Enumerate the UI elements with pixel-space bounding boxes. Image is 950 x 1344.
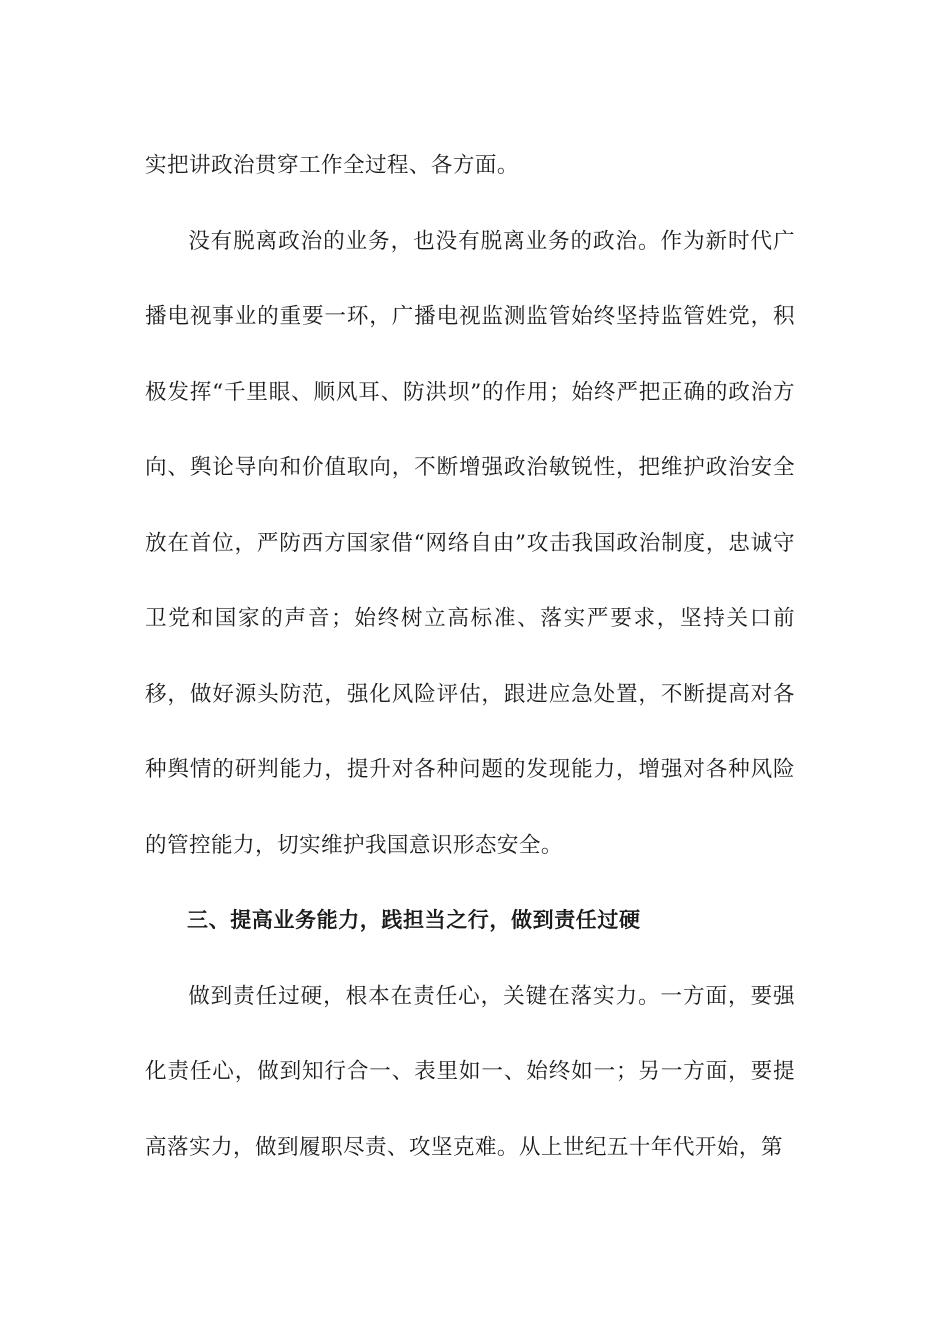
paragraph-continuation: 实把讲政治贯穿工作全过程、各方面。 (145, 153, 519, 178)
section-heading: 三、提高业务能力，践担当之行，做到责任过硬 (187, 908, 641, 932)
paragraph-political-business: 没有脱离政治的业务，也没有脱离业务的政治。作为新时代广播电视事业的重要一环，广播电视监测监管始终坚持监管姓党，积极发挥“千里眼、顺风耳、防洪坝”的作用；始终严把正确的政治方向、舆论导向和价值取向，不断增强政治敏锐性，把维护政治安全放在首位，严防西方国家借“网络自由”攻击我国政治制度，忠诚守卫党和国家的声音；始终树立高标准、落实严要求，坚持关口前移，做好源头防范，强化风险评估，跟进应急处置，不断提高对各种舆情的研判能力，提升对各种问题的发现能力，增强对各种风险的管控能力，切实维护我国意识形态安全。 (145, 228, 795, 858)
document-body (145, 128, 795, 1185)
paragraph-responsibility: 做到责任过硬，根本在责任心，关键在落实力。一方面，要强化责任心，做到知行合一、表里如一、始终如一；另一方面，要提高落实力，做到履职尽责、攻坚克难。从上世纪五十年代开始，第 (145, 983, 795, 1160)
